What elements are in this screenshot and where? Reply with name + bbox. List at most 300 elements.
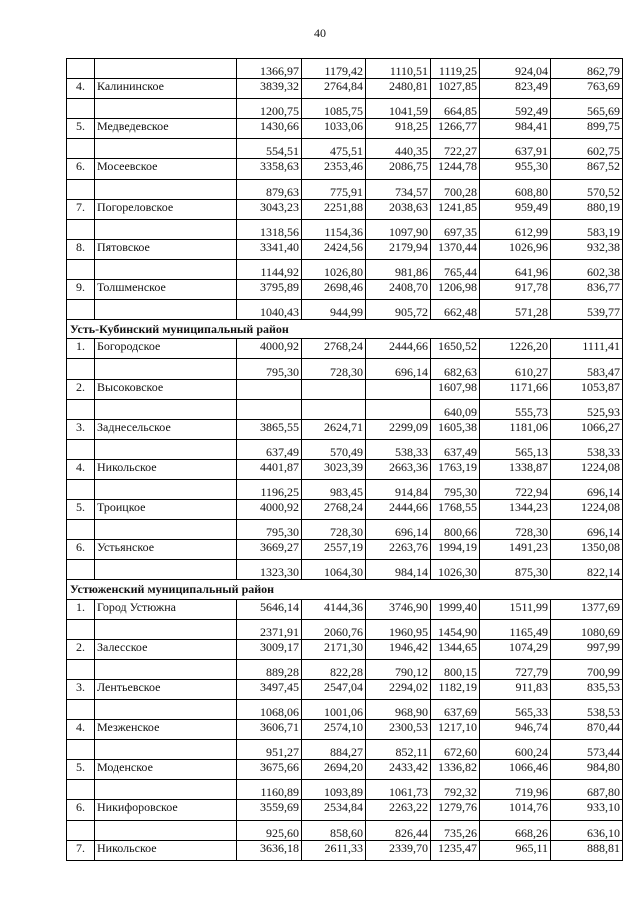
value-cell: 1068,06 (237, 700, 302, 720)
value-cell: 914,84 (366, 479, 431, 499)
value-cell: 583,19 (551, 219, 623, 239)
settlement-name: Богородское (95, 339, 237, 359)
table-row (67, 99, 623, 119)
table-row (67, 59, 623, 79)
row-number: 8. (67, 239, 95, 259)
value-cell: 1110,51 (366, 59, 431, 79)
section-header-row (67, 320, 623, 339)
settlement-name: Залесское (95, 639, 237, 659)
value-cell: 2263,76 (366, 540, 431, 560)
value-cell: 538,33 (366, 439, 431, 459)
row-number (67, 560, 95, 580)
settlement-name: Калининское (95, 79, 237, 99)
settlement-name (95, 820, 237, 840)
value-cell: 880,19 (551, 199, 623, 219)
row-number (67, 359, 95, 379)
row-number (67, 139, 95, 159)
value-cell: 968,90 (366, 700, 431, 720)
page-number: 40 (314, 26, 326, 40)
value-cell: 836,77 (551, 280, 623, 300)
row-number (67, 300, 95, 320)
value-cell: 538,33 (551, 439, 623, 459)
value-cell: 592,49 (480, 99, 551, 119)
value-cell: 4000,92 (237, 500, 302, 520)
settlement-name: Устьянское (95, 540, 237, 560)
tariff-table (66, 58, 623, 861)
row-number (67, 479, 95, 499)
row-number: 3. (67, 419, 95, 439)
settlement-name (95, 479, 237, 499)
table-row (67, 780, 623, 800)
value-cell: 775,91 (302, 179, 366, 199)
value-cell: 918,25 (366, 119, 431, 139)
value-cell (237, 399, 302, 419)
value-cell: 1217,10 (431, 720, 480, 740)
value-cell: 2251,88 (302, 199, 366, 219)
value-cell: 879,63 (237, 179, 302, 199)
table-row (67, 540, 623, 560)
value-cell: 2624,71 (302, 419, 366, 439)
value-cell: 538,53 (551, 700, 623, 720)
value-cell: 911,83 (480, 679, 551, 699)
row-number (67, 259, 95, 279)
value-cell: 1511,99 (480, 599, 551, 619)
value-cell: 5646,14 (237, 599, 302, 619)
value-cell: 1196,25 (237, 479, 302, 499)
table-row (67, 219, 623, 239)
value-cell: 2444,66 (366, 339, 431, 359)
value-cell: 600,24 (480, 740, 551, 760)
value-cell: 4144,36 (302, 599, 366, 619)
value-cell: 765,44 (431, 259, 480, 279)
row-number: 4. (67, 459, 95, 479)
value-cell: 1430,66 (237, 119, 302, 139)
value-cell: 1154,36 (302, 219, 366, 239)
value-cell: 3675,66 (237, 760, 302, 780)
value-cell: 2611,33 (302, 840, 366, 860)
settlement-name (95, 259, 237, 279)
row-number: 4. (67, 79, 95, 99)
value-cell: 1338,87 (480, 459, 551, 479)
table-row (67, 259, 623, 279)
value-cell: 1650,52 (431, 339, 480, 359)
value-cell: 700,99 (551, 659, 623, 679)
table-row (67, 459, 623, 479)
value-cell: 1041,59 (366, 99, 431, 119)
value-cell: 984,41 (480, 119, 551, 139)
settlement-name: Троицкое (95, 500, 237, 520)
value-cell: 875,30 (480, 560, 551, 580)
value-cell: 682,63 (431, 359, 480, 379)
table-row (67, 619, 623, 639)
value-cell: 1093,89 (302, 780, 366, 800)
settlement-name (95, 520, 237, 540)
value-cell: 3023,39 (302, 459, 366, 479)
value-cell: 3009,17 (237, 639, 302, 659)
value-cell: 1097,90 (366, 219, 431, 239)
value-cell: 2179,94 (366, 239, 431, 259)
value-cell: 696,14 (551, 479, 623, 499)
table-row (67, 760, 623, 780)
value-cell: 925,60 (237, 820, 302, 840)
settlement-name (95, 659, 237, 679)
value-cell: 2339,70 (366, 840, 431, 860)
value-cell: 602,75 (551, 139, 623, 159)
settlement-name (95, 99, 237, 119)
value-cell: 583,47 (551, 359, 623, 379)
value-cell (366, 379, 431, 399)
row-number: 7. (67, 199, 95, 219)
value-cell: 1014,76 (480, 800, 551, 820)
value-cell: 997,99 (551, 639, 623, 659)
table-row (67, 599, 623, 619)
value-cell: 2294,02 (366, 679, 431, 699)
value-cell: 2299,09 (366, 419, 431, 439)
value-cell: 1226,20 (480, 339, 551, 359)
settlement-name (95, 560, 237, 580)
value-cell: 637,69 (431, 700, 480, 720)
value-cell: 826,44 (366, 820, 431, 840)
row-number: 2. (67, 379, 95, 399)
value-cell: 555,73 (480, 399, 551, 419)
value-cell: 822,28 (302, 659, 366, 679)
row-number (67, 179, 95, 199)
value-cell: 696,14 (366, 520, 431, 540)
value-cell: 4000,92 (237, 339, 302, 359)
value-cell: 1224,08 (551, 500, 623, 520)
row-number (67, 659, 95, 679)
value-cell: 1182,19 (431, 679, 480, 699)
value-cell: 2171,30 (302, 639, 366, 659)
settlement-name (95, 179, 237, 199)
table-row (67, 479, 623, 499)
settlement-name (95, 359, 237, 379)
value-cell: 554,51 (237, 139, 302, 159)
row-number (67, 619, 95, 639)
settlement-name: Пятовское (95, 239, 237, 259)
settlement-name (95, 740, 237, 760)
value-cell: 668,26 (480, 820, 551, 840)
value-cell: 734,57 (366, 179, 431, 199)
settlement-name: Никифоровское (95, 800, 237, 820)
value-cell: 1235,47 (431, 840, 480, 860)
value-cell: 539,77 (551, 300, 623, 320)
value-cell: 1763,19 (431, 459, 480, 479)
value-cell: 800,15 (431, 659, 480, 679)
table-row (67, 300, 623, 320)
value-cell: 955,30 (480, 159, 551, 179)
value-cell: 727,79 (480, 659, 551, 679)
table-row (67, 500, 623, 520)
table-row (67, 659, 623, 679)
value-cell: 924,04 (480, 59, 551, 79)
row-number: 5. (67, 119, 95, 139)
table-row (67, 800, 623, 820)
value-cell: 1171,66 (480, 379, 551, 399)
table-row (67, 139, 623, 159)
settlement-name: Никольское (95, 840, 237, 860)
value-cell: 1999,40 (431, 599, 480, 619)
value-cell: 2424,56 (302, 239, 366, 259)
value-cell: 2534,84 (302, 800, 366, 820)
table-row (67, 820, 623, 840)
value-cell: 1605,38 (431, 419, 480, 439)
table-row (67, 399, 623, 419)
value-cell: 3746,90 (366, 599, 431, 619)
value-cell: 3795,89 (237, 280, 302, 300)
district-title: Усть-Кубинский муниципальный район (67, 320, 623, 339)
value-cell: 835,53 (551, 679, 623, 699)
settlement-name (95, 219, 237, 239)
row-number (67, 780, 95, 800)
value-cell: 565,13 (480, 439, 551, 459)
value-cell: 1279,76 (431, 800, 480, 820)
value-cell: 637,91 (480, 139, 551, 159)
table-row (67, 840, 623, 860)
value-cell: 636,10 (551, 820, 623, 840)
value-cell: 917,78 (480, 280, 551, 300)
value-cell: 1040,43 (237, 300, 302, 320)
value-cell: 570,49 (302, 439, 366, 459)
value-cell: 2574,10 (302, 720, 366, 740)
value-cell: 3865,55 (237, 419, 302, 439)
value-cell: 1026,30 (431, 560, 480, 580)
value-cell: 2300,53 (366, 720, 431, 740)
settlement-name (95, 619, 237, 639)
table-row (67, 239, 623, 259)
settlement-name (95, 780, 237, 800)
value-cell: 1027,85 (431, 79, 480, 99)
value-cell: 1061,73 (366, 780, 431, 800)
value-cell (302, 399, 366, 419)
value-cell: 1119,25 (431, 59, 480, 79)
value-cell: 1200,75 (237, 99, 302, 119)
value-cell: 440,35 (366, 139, 431, 159)
row-number: 3. (67, 679, 95, 699)
value-cell: 3497,45 (237, 679, 302, 699)
value-cell: 728,30 (302, 359, 366, 379)
value-cell: 3358,63 (237, 159, 302, 179)
value-cell: 565,69 (551, 99, 623, 119)
value-cell: 728,30 (480, 520, 551, 540)
district-title: Устюженский муниципальный район (67, 580, 623, 599)
value-cell: 728,30 (302, 520, 366, 540)
value-cell: 2764,84 (302, 79, 366, 99)
value-cell: 795,30 (237, 359, 302, 379)
value-cell: 662,48 (431, 300, 480, 320)
table-row (67, 639, 623, 659)
value-cell: 858,60 (302, 820, 366, 840)
value-cell: 2444,66 (366, 500, 431, 520)
settlement-name (95, 59, 237, 79)
settlement-name (95, 139, 237, 159)
value-cell: 862,79 (551, 59, 623, 79)
settlement-name (95, 399, 237, 419)
value-cell: 687,80 (551, 780, 623, 800)
value-cell: 2263,22 (366, 800, 431, 820)
value-cell: 2086,75 (366, 159, 431, 179)
value-cell: 696,14 (551, 520, 623, 540)
table-row (67, 520, 623, 540)
value-cell: 870,44 (551, 720, 623, 740)
value-cell: 3559,69 (237, 800, 302, 820)
table-row (67, 560, 623, 580)
value-cell: 2694,20 (302, 760, 366, 780)
value-cell: 1026,80 (302, 259, 366, 279)
section-header-row (67, 580, 623, 599)
row-number: 5. (67, 500, 95, 520)
value-cell: 696,14 (366, 359, 431, 379)
value-cell: 641,96 (480, 259, 551, 279)
table-row (67, 159, 623, 179)
value-cell: 905,72 (366, 300, 431, 320)
settlement-name: Лентьевское (95, 679, 237, 699)
row-number (67, 740, 95, 760)
row-number: 6. (67, 159, 95, 179)
row-number (67, 219, 95, 239)
table-row (67, 700, 623, 720)
settlement-name (95, 439, 237, 459)
settlement-name: Высоковское (95, 379, 237, 399)
settlement-name: Моденское (95, 760, 237, 780)
row-number (67, 700, 95, 720)
table-row (67, 379, 623, 399)
value-cell: 823,49 (480, 79, 551, 99)
value-cell: 1074,29 (480, 639, 551, 659)
value-cell: 1318,56 (237, 219, 302, 239)
value-cell: 1066,27 (551, 419, 623, 439)
value-cell: 640,09 (431, 399, 480, 419)
value-cell: 2408,70 (366, 280, 431, 300)
row-number: 5. (67, 760, 95, 780)
value-cell: 2547,04 (302, 679, 366, 699)
value-cell: 1066,46 (480, 760, 551, 780)
row-number: 9. (67, 280, 95, 300)
row-number (67, 99, 95, 119)
value-cell: 1033,06 (302, 119, 366, 139)
table-row (67, 280, 623, 300)
value-cell: 2371,91 (237, 619, 302, 639)
value-cell: 722,27 (431, 139, 480, 159)
value-cell: 1336,82 (431, 760, 480, 780)
value-cell: 1377,69 (551, 599, 623, 619)
value-cell: 933,10 (551, 800, 623, 820)
settlement-name: Мезженское (95, 720, 237, 740)
value-cell: 1241,85 (431, 199, 480, 219)
value-cell: 3606,71 (237, 720, 302, 740)
value-cell: 1053,87 (551, 379, 623, 399)
value-cell (302, 379, 366, 399)
value-cell: 735,26 (431, 820, 480, 840)
value-cell: 1946,42 (366, 639, 431, 659)
value-cell: 700,28 (431, 179, 480, 199)
value-cell: 2060,76 (302, 619, 366, 639)
value-cell: 637,49 (237, 439, 302, 459)
value-cell: 1344,65 (431, 639, 480, 659)
value-cell: 852,11 (366, 740, 431, 760)
value-cell: 1224,08 (551, 459, 623, 479)
value-cell: 1165,49 (480, 619, 551, 639)
table-row (67, 679, 623, 699)
value-cell: 984,14 (366, 560, 431, 580)
row-number: 6. (67, 540, 95, 560)
row-number: 1. (67, 599, 95, 619)
value-cell: 2480,81 (366, 79, 431, 99)
value-cell: 867,52 (551, 159, 623, 179)
value-cell: 1370,44 (431, 239, 480, 259)
value-cell: 2768,24 (302, 500, 366, 520)
value-cell: 1960,95 (366, 619, 431, 639)
value-cell: 1366,97 (237, 59, 302, 79)
table-row (67, 199, 623, 219)
value-cell: 1454,90 (431, 619, 480, 639)
value-cell: 944,99 (302, 300, 366, 320)
settlement-name: Медведевское (95, 119, 237, 139)
row-number: 7. (67, 840, 95, 860)
value-cell: 697,35 (431, 219, 480, 239)
settlement-name: Погореловское (95, 199, 237, 219)
value-cell: 637,49 (431, 439, 480, 459)
row-number: 4. (67, 720, 95, 740)
row-number: 6. (67, 800, 95, 820)
value-cell: 899,75 (551, 119, 623, 139)
value-cell (237, 379, 302, 399)
value-cell: 612,99 (480, 219, 551, 239)
value-cell: 672,60 (431, 740, 480, 760)
value-cell: 573,44 (551, 740, 623, 760)
table-row (67, 720, 623, 740)
value-cell: 3839,32 (237, 79, 302, 99)
value-cell: 792,32 (431, 780, 480, 800)
value-cell: 2038,63 (366, 199, 431, 219)
value-cell: 3636,18 (237, 840, 302, 860)
value-cell: 570,52 (551, 179, 623, 199)
value-cell: 664,85 (431, 99, 480, 119)
value-cell: 1026,96 (480, 239, 551, 259)
table-row (67, 119, 623, 139)
value-cell: 2768,24 (302, 339, 366, 359)
value-cell: 4401,87 (237, 459, 302, 479)
value-cell: 2433,42 (366, 760, 431, 780)
value-cell: 822,14 (551, 560, 623, 580)
value-cell: 1160,89 (237, 780, 302, 800)
value-cell: 1344,23 (480, 500, 551, 520)
value-cell: 1607,98 (431, 379, 480, 399)
value-cell: 965,11 (480, 840, 551, 860)
value-cell: 2353,46 (302, 159, 366, 179)
value-cell: 3669,27 (237, 540, 302, 560)
value-cell: 1080,69 (551, 619, 623, 639)
value-cell: 800,66 (431, 520, 480, 540)
value-cell: 946,74 (480, 720, 551, 740)
value-cell: 790,12 (366, 659, 431, 679)
value-cell: 571,28 (480, 300, 551, 320)
table-row (67, 179, 623, 199)
value-cell: 2663,36 (366, 459, 431, 479)
value-cell: 1144,92 (237, 259, 302, 279)
settlement-name: Никольское (95, 459, 237, 479)
value-cell: 1244,78 (431, 159, 480, 179)
value-cell: 610,27 (480, 359, 551, 379)
value-cell: 763,69 (551, 79, 623, 99)
value-cell: 3043,23 (237, 199, 302, 219)
table-row (67, 419, 623, 439)
value-cell: 959,49 (480, 199, 551, 219)
value-cell (366, 399, 431, 419)
value-cell: 1491,23 (480, 540, 551, 560)
row-number (67, 399, 95, 419)
row-number (67, 439, 95, 459)
